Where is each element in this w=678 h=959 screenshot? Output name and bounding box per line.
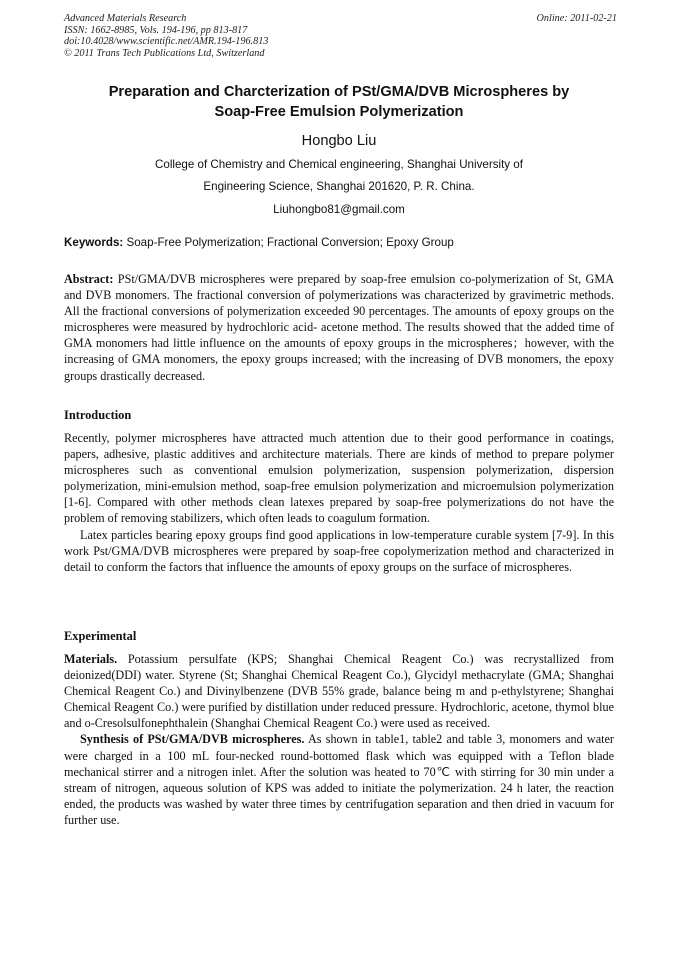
materials-text: Potassium persulfate (KPS; Shanghai Chemical Reagent Co.) was recrystallized from deionized(DDI) water. Styrene (St; Shanghai Chemical Reagent Co.), Glycidyl methacrylate (GMA; Shanghai Chemical Reagent Co.) and Divinylbenzene (DVB 55% grade, balance being m and p-ethylstyrene; Shanghai Chemical Reagent Co.) were purified by distillation under reduced pressure. Hydrochloric, acetone, thymol blue and o-Cresolsulfonephthalein (Shanghai Chemical Reagent Co.) were used as received.	[64, 652, 614, 731]
author-email: Liuhongbo81@gmail.com	[273, 203, 405, 216]
introduction-body	[64, 430, 614, 575]
title-line-1: Preparation and Charcterization of PSt/GMA/DVB Microspheres by	[108, 84, 570, 100]
abstract-label: Abstract:	[64, 272, 114, 286]
issn-line: ISSN: 1662-8985, Vols. 194-196, pp 813-817	[64, 24, 248, 36]
experimental-body	[64, 651, 614, 828]
experimental-heading: Experimental	[64, 629, 137, 643]
introduction-heading: Introduction	[64, 408, 132, 422]
synthesis-label: Synthesis of PSt/GMA/DVB microspheres.	[80, 732, 305, 747]
author-name: Hongbo Liu	[301, 133, 377, 149]
journal-header	[64, 13, 617, 59]
abstract-text: PSt/GMA/DVB microspheres were prepared by soap-free emulsion co-polymerization of St, GMA and DVB monomers. The fractional conversion of polymerizations was characterized by gravimetric methods. All the fractional conversions of polymerization exceeded 90 percentages. The amounts of epoxy groups on the microspheres were measured by hydrochloric acid- acetone method. The results showed that the added time of GMA monomers had little influence on the amounts of epoxy groups in the microspheres；however, with the increasing of GMA monomers, the epoxy groups increased; with the increasing of DVB monomers, the epoxy groups drastically decreased.	[64, 272, 614, 383]
keywords-label: Keywords:	[64, 236, 124, 249]
keywords	[64, 236, 619, 250]
affiliation-line-1: College of Chemistry and Chemical engineering, Shanghai University of	[155, 158, 523, 171]
keywords-text: Soap-Free Polymerization; Fractional Conversion; Epoxy Group	[123, 236, 454, 249]
paper-title	[64, 82, 614, 122]
title-line-2: Soap-Free Emulsion Polymerization	[214, 104, 464, 120]
online-date: Online: 2011-02-21	[536, 13, 617, 24]
introduction-paragraph-2: Latex particles bearing epoxy groups find good applications in low-temperature curable system [7-9]. In this work Pst/GMA/DVB microspheres were prepared by soap-free copolymerization method and characterized in detail to conform the factors that influence the amounts of epoxy groups on the surface of microspheres.	[64, 527, 614, 574]
materials-paragraph	[64, 651, 614, 731]
synthesis-text: As shown in table1, table2 and table 3, monomers and water were charged in a 100 mL four-necked round-bottomed flask which was equipped with a Teflon blade mechanical stirrer and a nitrogen inlet. After the solution was heated to 70℃ with stirring for 30 min under a stream of nitrogen, aqueous solution of KPS was added to initiate the polymerization. 24 h later, the reaction ended, the products was washed by water three times by centrifugation separation and then dried in vacuum for further use.	[64, 732, 614, 827]
doi-line: doi:10.4028/www.scientific.net/AMR.194-196.813	[64, 36, 269, 48]
affiliation-line-2: Engineering Science, Shanghai 201620, P. R. China.	[203, 180, 475, 193]
materials-label: Materials.	[64, 652, 118, 666]
synthesis-paragraph	[64, 731, 614, 828]
journal-name: Advanced Materials Research	[64, 13, 187, 24]
introduction-paragraph-1: Recently, polymer microspheres have attracted much attention due to their good performance in coatings, papers, adhesive, plastic additives and architecture materials. There are kinds of method to prepare polymer microspheres such as conventional emulsion polymerization, suspension polymerization, dispersion polymerization, mini-emulsion method, soap-free emulsion polymerization and microemulsion polymerization [1-6]. Compared with other methods clean latexes prepared by soap-free polymerizations do not have the problem of removing stabilizers, which often leads to coagulum formation.	[64, 431, 614, 526]
copyright-line: © 2011 Trans Tech Publications Ltd, Switzerland	[64, 47, 265, 59]
abstract	[64, 271, 614, 384]
